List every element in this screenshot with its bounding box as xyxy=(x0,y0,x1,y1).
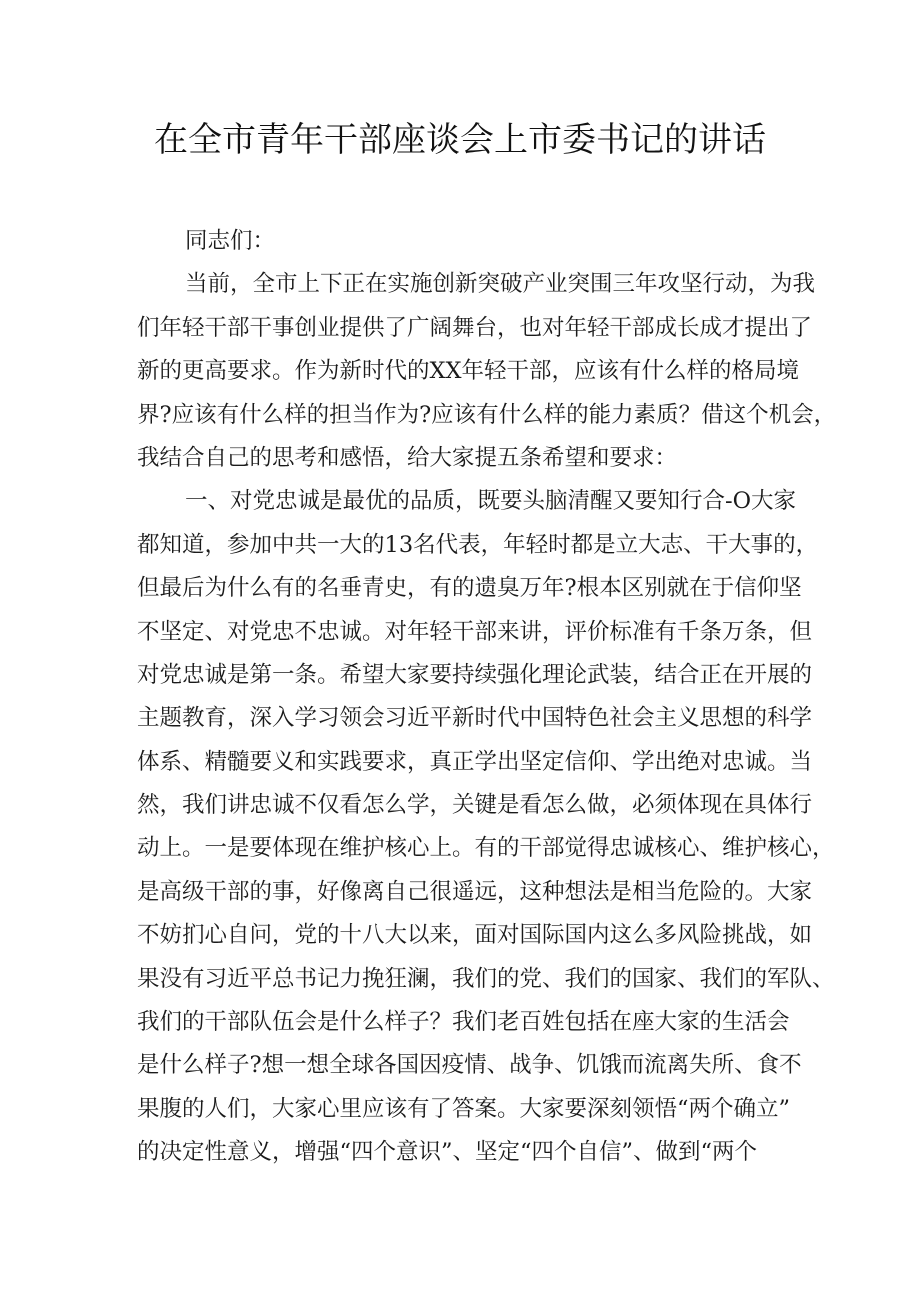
text-line: 不妨扪心自问，党的十八大以来，面对国际国内这么多风险挑战，如 xyxy=(137,922,813,949)
text-line: 一、对党忠诚是最优的品质，既要头脑清醒又要知行合-O大家 xyxy=(185,488,797,515)
salutation: 同志们： xyxy=(185,228,276,254)
text-line: 是高级干部的事，好像离自己很遥远，这种想法是相当危险的。大家 xyxy=(137,878,813,905)
text-line: 主题教育，深入学习领会习近平新时代中国特色社会主义思想的科学 xyxy=(137,705,813,732)
text-line: 但最后为什么有的名垂青史，有的遗臭万年?根本区别就在于信仰坚 xyxy=(137,575,802,602)
text-line: 们年轻干部干事创业提供了广阔舞台，也对年轻干部成长成才提出了 xyxy=(137,314,813,341)
text-line: 动上。一是要体现在维护核心上。有的干部觉得忠诚核心、维护核心， xyxy=(137,835,835,862)
text-line: 都知道，参加中共一大的13名代表，年轻时都是立大志、干大事的， xyxy=(137,531,819,558)
text-line: 不坚定、对党忠不忠诚。对年轻干部来讲，评价标准有千条万条，但 xyxy=(137,618,813,645)
text-line: 我们的干部队伍会是什么样子？我们老百姓包括在座大家的生活会 xyxy=(137,1009,790,1036)
text-line: 对党忠诚是第一条。希望大家要持续强化理论武装，结合正在开展的 xyxy=(137,661,813,688)
document-body xyxy=(137,220,837,1175)
text-line: 是什么样子?想一想全球各国因疫情、战争、饥饿而流离失所、食不 xyxy=(137,1052,802,1079)
text-line: 果腹的人们，大家心里应该有了答案。大家要深刻领悟“两个确立” xyxy=(137,1095,791,1122)
text-line: 新的更高要求。作为新时代的XX年轻干部，应该有什么样的格局境 xyxy=(137,358,800,385)
text-line: 体系、精髓要义和实践要求，真正学出坚定信仰、学出绝对忠诚。当 xyxy=(137,748,813,775)
text-line: 的决定性意义，增强“四个意识”、坚定“四个自信”、做到“两个 xyxy=(137,1139,758,1166)
text-line: 我结合自己的思考和感悟，给大家提五条希望和要求： xyxy=(137,444,678,471)
text-line: 界?应该有什么样的担当作为?应该有什么样的能力素质？借这个机会， xyxy=(137,401,837,428)
document-title: 在全市青年干部座谈会上市委书记的讲话 xyxy=(154,120,766,160)
text-line: 当前，全市上下正在实施创新突破产业突围三年攻坚行动，为我 xyxy=(185,271,816,298)
text-line: 果没有习近平总书记力挽狂澜，我们的党、我们的国家、我们的军队、 xyxy=(137,965,835,992)
text-line: 然，我们讲忠诚不仅看怎么学，关键是看怎么做，必须体现在具体行 xyxy=(137,792,813,819)
